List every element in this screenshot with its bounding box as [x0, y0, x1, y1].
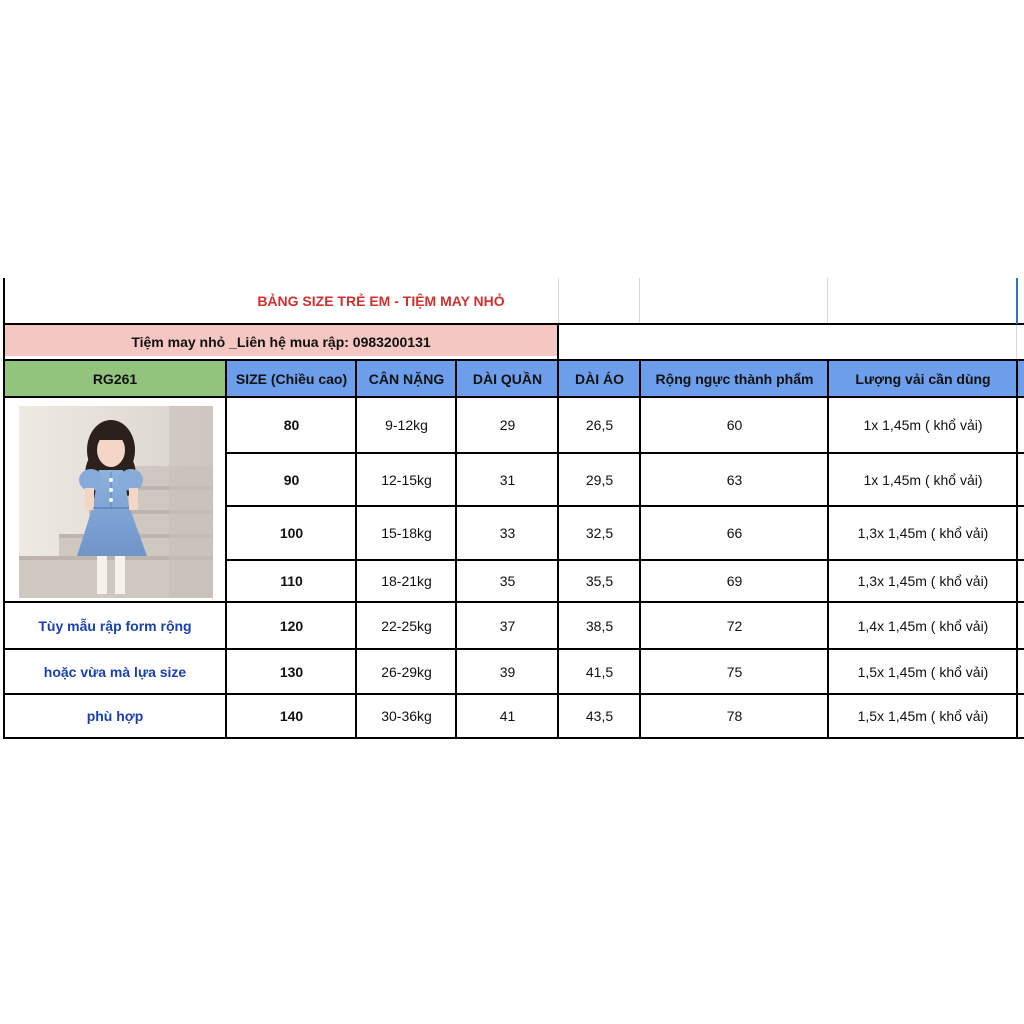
- row-shirt-length: 38,5: [585, 617, 614, 634]
- row-pants-length: 33: [499, 525, 516, 541]
- row-chest-width: 66: [726, 525, 743, 541]
- row-chest-width: 72: [726, 617, 743, 634]
- row-shirt-length: 32,5: [585, 525, 614, 541]
- row-shirt-length: 26,5: [585, 417, 614, 433]
- note-line-3: phù hợp: [86, 708, 144, 724]
- row-pants-length: 35: [499, 573, 516, 589]
- row-fabric-amount: 1,3x 1,45m ( khổ vải): [857, 525, 989, 541]
- contact-info: Tiệm may nhỏ _Liên hệ mua rập: 0983200131: [131, 334, 431, 350]
- header-chest-width: Rộng ngực thành phẩm: [655, 370, 814, 387]
- row-shirt-length: 43,5: [585, 708, 614, 724]
- row-size: 140: [279, 708, 304, 724]
- pattern-code: RG261: [92, 370, 138, 387]
- selection-edge-marker: [1016, 278, 1024, 324]
- grid-line: [4, 737, 1024, 739]
- header-pants-length: DÀI QUẦN: [472, 370, 543, 387]
- row-pants-length: 37: [499, 617, 516, 634]
- note-line-2: hoặc vừa mà lựa size: [43, 663, 187, 680]
- row-size: 100: [279, 525, 304, 541]
- row-fabric-amount: 1x 1,45m ( khổ vải): [863, 471, 983, 488]
- row-weight: 18-21kg: [381, 573, 432, 589]
- row-weight: 9-12kg: [385, 417, 428, 433]
- row-fabric-amount: 1,5x 1,45m ( khổ vải): [857, 708, 989, 724]
- row-pants-length: 41: [499, 708, 516, 724]
- row-weight: 22-25kg: [381, 617, 432, 634]
- grid-line: [1016, 324, 1017, 360]
- row-pants-length: 31: [499, 471, 516, 488]
- grid-line: [827, 278, 828, 324]
- row-shirt-length: 35,5: [585, 573, 614, 589]
- row-size: 110: [280, 573, 303, 589]
- row-fabric-amount: 1x 1,45m ( khổ vải): [863, 417, 983, 433]
- row-size: 130: [279, 663, 304, 680]
- product-photo: [19, 406, 213, 598]
- row-fabric-amount: 1,5x 1,45m ( khổ vải): [857, 663, 989, 680]
- row-chest-width: 60: [726, 417, 743, 433]
- row-size: 80: [283, 417, 300, 433]
- row-pants-length: 39: [499, 663, 516, 680]
- row-weight: 30-36kg: [381, 708, 432, 724]
- row-weight: 26-29kg: [381, 663, 432, 680]
- chart-title: BẢNG SIZE TRẺ EM - TIỆM MAY NHỎ: [257, 293, 505, 309]
- row-shirt-length: 29,5: [585, 471, 614, 488]
- row-shirt-length: 41,5: [585, 663, 614, 680]
- row-fabric-amount: 1,3x 1,45m ( khổ vải): [857, 573, 989, 589]
- header-shirt-length: DÀI ÁO: [575, 370, 624, 387]
- row-pants-length: 29: [499, 417, 516, 433]
- row-fabric-amount: 1,4x 1,45m ( khổ vải): [857, 617, 989, 634]
- header-fabric-amount: Lượng vải cần dùng: [855, 370, 991, 387]
- header-weight: CÂN NẶNG: [368, 370, 445, 387]
- row-chest-width: 63: [726, 471, 743, 488]
- header-size: SIZE (Chiều cao): [235, 370, 348, 387]
- row-chest-width: 75: [726, 663, 743, 680]
- row-chest-width: 78: [726, 708, 743, 724]
- row-size: 120: [279, 617, 304, 634]
- row-weight: 15-18kg: [381, 525, 432, 541]
- row-chest-width: 69: [726, 573, 743, 589]
- row-size: 90: [283, 471, 300, 488]
- row-weight: 12-15kg: [381, 471, 432, 488]
- note-line-1: Tùy mẫu rập form rộng: [38, 617, 192, 634]
